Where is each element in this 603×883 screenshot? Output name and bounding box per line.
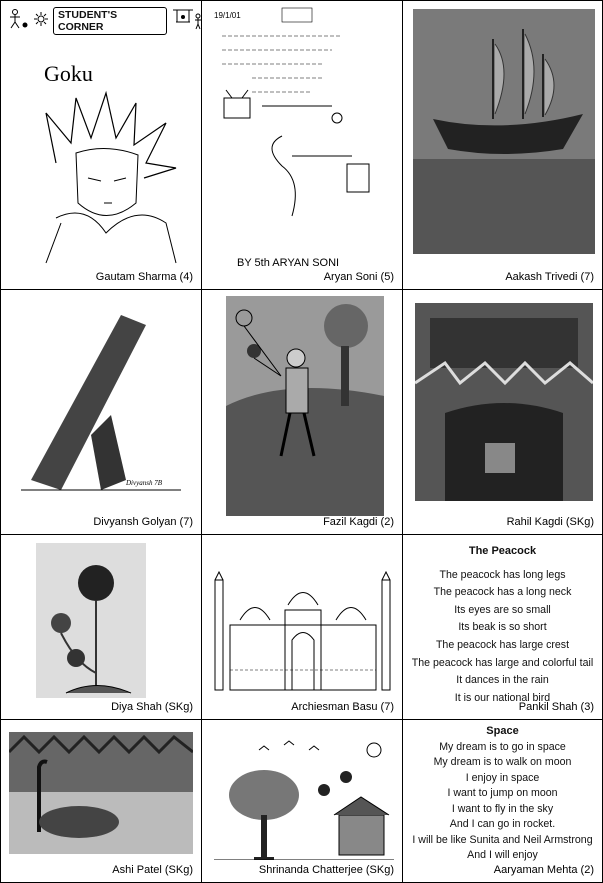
poem-line: Its eyes are so small [454,603,551,616]
artist-caption: Divyansh Golyan (7) [93,516,193,528]
artwork-cell [201,0,403,290]
flowers-drawing [36,543,146,698]
poem-title: The Peacock [468,545,537,557]
artist-caption: Archiesman Basu (7) [291,701,394,713]
poem-line: The peacock has long legs [439,568,566,581]
boat-drawing [413,9,595,254]
author-caption: Pankil Shah (3) [518,701,594,713]
mosque-drawing [210,570,396,698]
art-date: 19/1/01 [214,11,241,20]
artwork-cell [201,719,403,883]
artist-caption: Fazil Kagdi (2) [323,516,394,528]
poem-line: And I can go in rocket. [449,818,556,830]
artwork-cell [0,289,202,535]
artwork-cell [201,289,403,535]
sun-icon [33,11,49,32]
artwork-cell [402,0,603,290]
poem-line: The peacock has large crest [435,638,570,651]
artist-caption: Aakash Trivedi (7) [505,271,594,283]
artist-caption: Ashi Patel (SKg) [112,864,193,876]
artist-caption: Diya Shah (SKg) [111,701,193,713]
poem-line: The peacock has a long neck [433,586,572,599]
swing-icon [171,8,201,35]
wooden-plank-drawing [11,305,191,495]
poem-line: My dream is to go in space [439,740,566,753]
header [7,7,201,35]
poem-line: The peacock has large and colorful tail [411,656,594,669]
goku-drawing [26,53,186,265]
author-caption: Aaryaman Mehta (2) [493,864,594,876]
poem-cell [402,719,603,883]
poem-line: I will be like Sunita and Neil Armstrong [412,833,593,846]
artwork-cell [402,289,603,535]
artist-caption: Gautam Sharma (4) [95,271,193,283]
artwork-cell [0,719,202,883]
poem [403,543,602,707]
stick-figure-icon [7,8,29,35]
poem-line: My dream is to walk on moon [433,756,572,768]
peacock-drawing [9,732,193,854]
poem-line: I enjoy in space [465,771,540,784]
artwork-cell [0,534,202,720]
poem-line: It dances in the rain [456,674,549,687]
art-text: Goku [44,61,93,86]
boy-with-balloons-drawing [226,296,384,516]
fort-gate-drawing [415,303,593,501]
tree-and-house-drawing [214,735,394,860]
poem-cell [402,534,603,720]
poem-line: And I will enjoy [467,849,538,861]
artist-caption: Shrinanda Chatterjee (SKg) [258,864,394,876]
poem-line: Its beak is so short [458,621,547,634]
poem-title: Space [486,725,519,737]
hindi-sketch-drawing [212,6,394,271]
poem-line: I want to jump on moon [447,787,558,799]
poem [403,724,602,864]
artist-caption: Aryan Soni (5) [323,271,394,283]
poem-line: I want to fly in the sky [451,802,554,815]
artist-signature: Divyansh 7B [126,479,162,487]
artwork-cell [0,0,202,290]
poem-line: It is our national bird [454,691,551,704]
art-text: BY 5th ARYAN SONI [237,257,340,269]
artwork-cell [201,534,403,720]
page-title: STUDENT'S CORNER [53,7,167,35]
artist-caption: Rahil Kagdi (SKg) [506,516,594,528]
